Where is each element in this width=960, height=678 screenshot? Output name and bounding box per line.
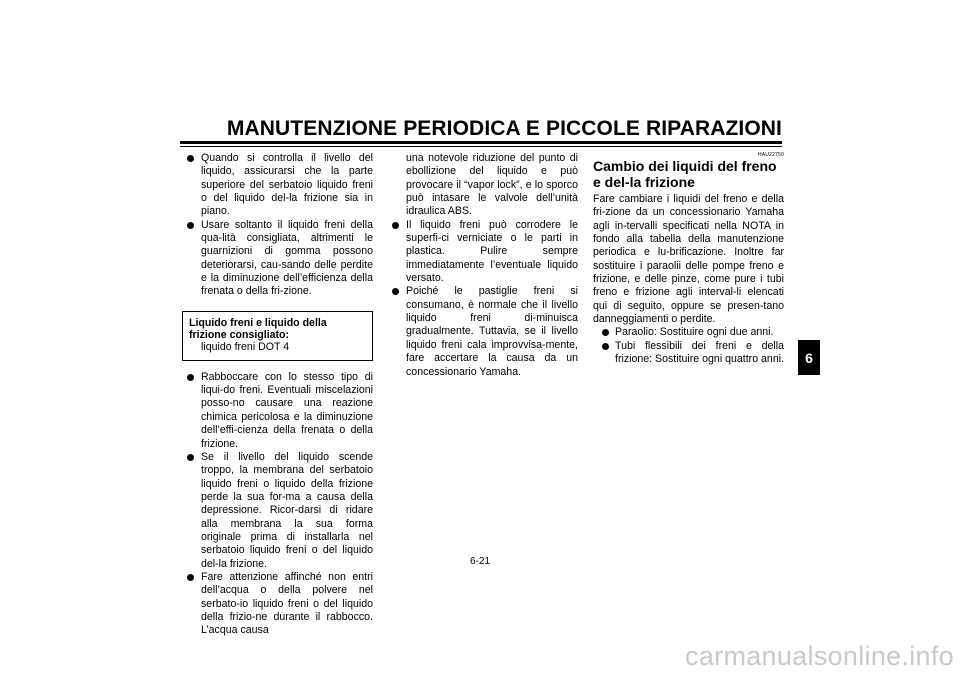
bullet-item [390,285,578,378]
watermark: carmanualsonline.info [685,641,954,671]
bullet-icon [187,374,194,381]
bullet-icon [392,222,399,229]
column-left [185,152,373,638]
bullet-item [390,219,578,286]
header-rule-thin [180,146,782,147]
bullet-text: Paraolio: Sostituire ogni due anni. [615,326,774,339]
spec-box [182,311,373,361]
bullet-icon [602,329,609,336]
column-right [593,152,784,366]
bullet-item [185,371,373,451]
bullet-text: Se il livello del liquido scende troppo, la membrana del serbatoio liquido freni o liquido della frizione perde la sua for-ma a causa della depressione. Ricor-darsi di ridare alla membrana la sua forma originale prima di installarla nel serbatoio liquido freni o del liquido del-la frizione. [201,450,373,570]
bullet-item [185,152,373,219]
bullet-text: Poiché le pastiglie freni si consumano, è normale che il livello liquido freni di-minuisca gradualmente. Tuttavia, se il livello liquido freni cala improvvisa-mente, fare accertare la causa da un concessionario Yamaha. [406,285,578,378]
section-paragraph: Fare cambiare i liquidi del freno e della fri-zione da un concessionario Yamaha agli in-tervalli specificati nella NOTA in fondo alla tabella della manutenzione periodica e lu-brificazione. Inoltre far sostituire i paraolii delle pompe freno e frizione, e delle pinze, come pure i tubi freno e frizione agli interval-li elencati qui di seguito, oppure se presen-tano danneggiamenti o perdite. [593,193,784,326]
section-code: HAU22750 [757,152,784,158]
chapter-tab: 6 [798,340,820,375]
bullet-text: Fare attenzione affinché non entri dell’acqua o della polvere nel serbato-io liquido freni o del liquido della frizio-ne durante il rabbocco. L’acqua causa [201,570,373,637]
bullet-item [185,571,373,638]
bullet-text: Quando si controlla il livello del liquido, assicurarsi che la parte superiore del serbatoio liquido freni o del liquido del-la frizione sia in piano. [201,152,373,218]
bullet-text: Tubi flessibili dei freni e della frizione: Sostituire ogni quattro anni. [615,339,785,366]
bullet-icon [187,454,194,461]
column-middle [390,152,578,379]
bullet-item [593,326,784,339]
bullet-icon [187,155,194,162]
section-heading: Cambio dei liquidi del freno e del-la frizione [593,158,777,190]
bullet-item [593,340,784,367]
bullet-text: Rabboccare con lo stesso tipo di liqui-do freni. Eventuali miscelazioni posso-no causare una reazione chimica pericolosa e la diminuzione dell’effi-cienza della frenata o della frizione. [201,370,373,450]
bullet-text: Usare soltanto il liquido freni della qua-lità consigliata, altrimenti le guarnizioni di gomma possono deteriorarsi, cau-sando delle perdite e la diminuzione dell’efficienza della frenata o della fri-zione. [201,218,373,298]
bullet-icon [392,288,399,295]
spec-value: liquido freni DOT 4 [201,340,290,353]
header-rule-thick [180,141,782,144]
continuation-text: una notevole riduzione del punto di ebollizione del liquido e può provocare il “vapor lock”, e lo sporco può intasare le valvole dell’unità idraulica ABS. [406,152,578,218]
bullet-icon [187,574,194,581]
bullet-item [185,219,373,299]
page-title: MANUTENZIONE PERIODICA E PICCOLE RIPARAZIONI [226,117,782,140]
spec-title: Liquido freni e liquido della frizione consigliato: [189,316,327,341]
bullet-item [185,451,373,571]
bullet-text: Il liquido freni può corrodere le superfi-ci verniciate o le parti in plastica. Pulire sempre immediatamente l’eventuale liquido versato. [406,218,578,285]
bullet-icon [187,222,194,229]
page-number: 6-21 [469,556,490,567]
bullet-icon [602,343,609,350]
